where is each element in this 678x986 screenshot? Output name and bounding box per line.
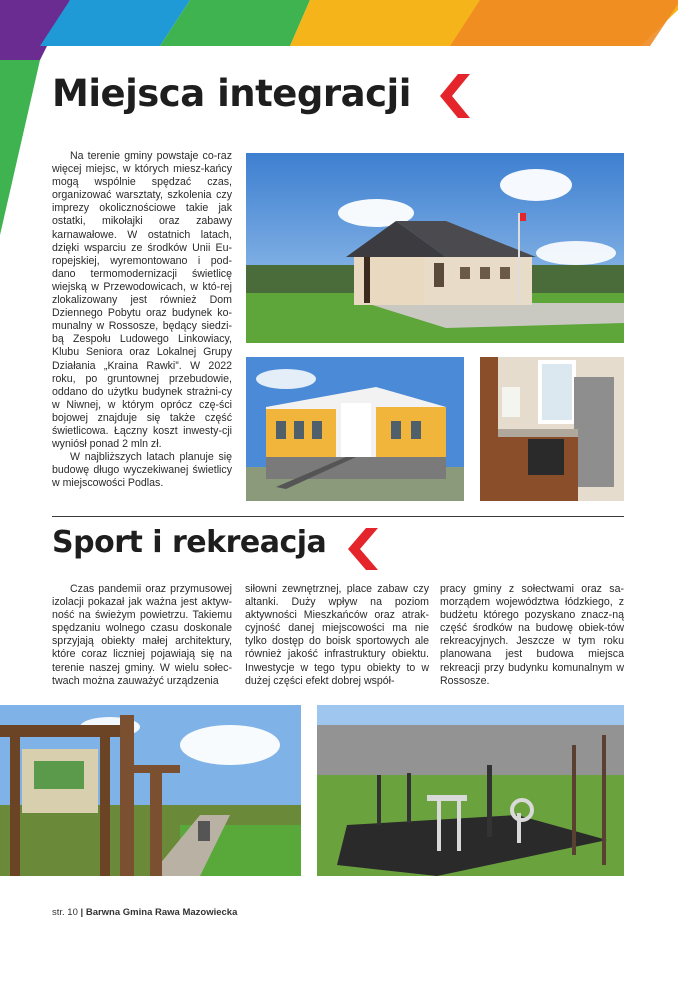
chevron-left-icon bbox=[438, 72, 472, 125]
sport-text-column-3 bbox=[440, 583, 624, 688]
photo-community-hall bbox=[246, 153, 624, 343]
section-title-sport: Sport i rekreacja bbox=[52, 525, 327, 560]
photo-fire-station bbox=[246, 357, 464, 501]
section-divider bbox=[52, 516, 624, 517]
page-number: str. 10 bbox=[52, 907, 78, 918]
intro-text bbox=[52, 150, 232, 490]
paragraph: Czas pandemii oraz przymusowej izolacji pokazał jak ważna jest aktyw-ność na świeżym powietrzu. Takiemu spędzaniu wolnego czasu doskonale sprzyjają obiekty małej architektury, które coraz liczniej pojawiają się na terenie naszej gminy. W wielu sołec-twach można zauważyć urządzenia bbox=[52, 583, 232, 687]
paragraph: siłowni zewnętrznej, place zabaw czy altanki. Duży wpływ na poziom aktywności Mieszkańców oraz atrak-cyjność danej miejscowości ma nie tylko dostęp do boisk sportowych ale również jakość infrastruktury obiektu. Inwestycje w tego typu obiekty to w dużej części efekt dobrej współ- bbox=[245, 583, 429, 687]
paragraph: Na terenie gminy powstaje co-raz więcej miejsc, w których miesz-kańcy mogą wspólnie spędzać czas, organizować warsztaty, szkolenia czy imprezy okolicznościowe takie jak ostatki, mikołajki oraz zabawy karnawałowe. W ostatnich latach, dzięki wsparciu ze środków Unii Eu-ropejskiej, wyremontowano i pod-dano termomodernizacji świetlicę wiejską w Przewodowicach, w któ-rej zlokalizowany jest również Dom Dziennego Pobytu oraz budynek ko-munalny w Rossosze, będący siedzi-bą Zespołu Ludowego Linkowiacy, Klubu Seniora oraz Lokalnej Grupy Działania „Kraina Rawki”. W 2022 roku, po gruntownej przebudowie, oddano do użytku budynek strażni-cy w Niwnej, w którym oprócz czę-ści bojowej znajduje się także część świetlicowa. Łączny koszt inwesty-cji wyniósł ponad 2 mln zł. bbox=[52, 150, 232, 451]
stripe-green bbox=[0, 30, 40, 235]
stripe-orange bbox=[450, 0, 678, 46]
publication-name: Barwna Gmina Rawa Mazowiecka bbox=[85, 907, 238, 918]
photo-outdoor-gym bbox=[317, 705, 624, 876]
photo-park-signboard bbox=[0, 705, 301, 876]
sport-text-column-2 bbox=[245, 583, 429, 688]
page-footer bbox=[52, 907, 237, 918]
sport-text-column-1 bbox=[52, 583, 232, 688]
paragraph: pracy gminy z sołectwami oraz sa-morządem województwa łódzkiego, z budżetu którego pozyskano znacz-ną część środków na budowę obiek-tów rekreacyjnych. Jeszcze w tym roku planowana jest budowa miejsca rekreacji przy budynku komunalnym w Rossosze. bbox=[440, 583, 624, 687]
paragraph: W najbliższych latach planuje się budowę długo wyczekiwanej świetlicy w miejscowości Podlas. bbox=[52, 451, 232, 490]
photo-kitchen bbox=[480, 357, 624, 501]
section-title-integration: Miejsca integracji bbox=[52, 72, 411, 115]
chevron-left-icon bbox=[346, 526, 380, 577]
footer-separator: | bbox=[80, 907, 84, 918]
